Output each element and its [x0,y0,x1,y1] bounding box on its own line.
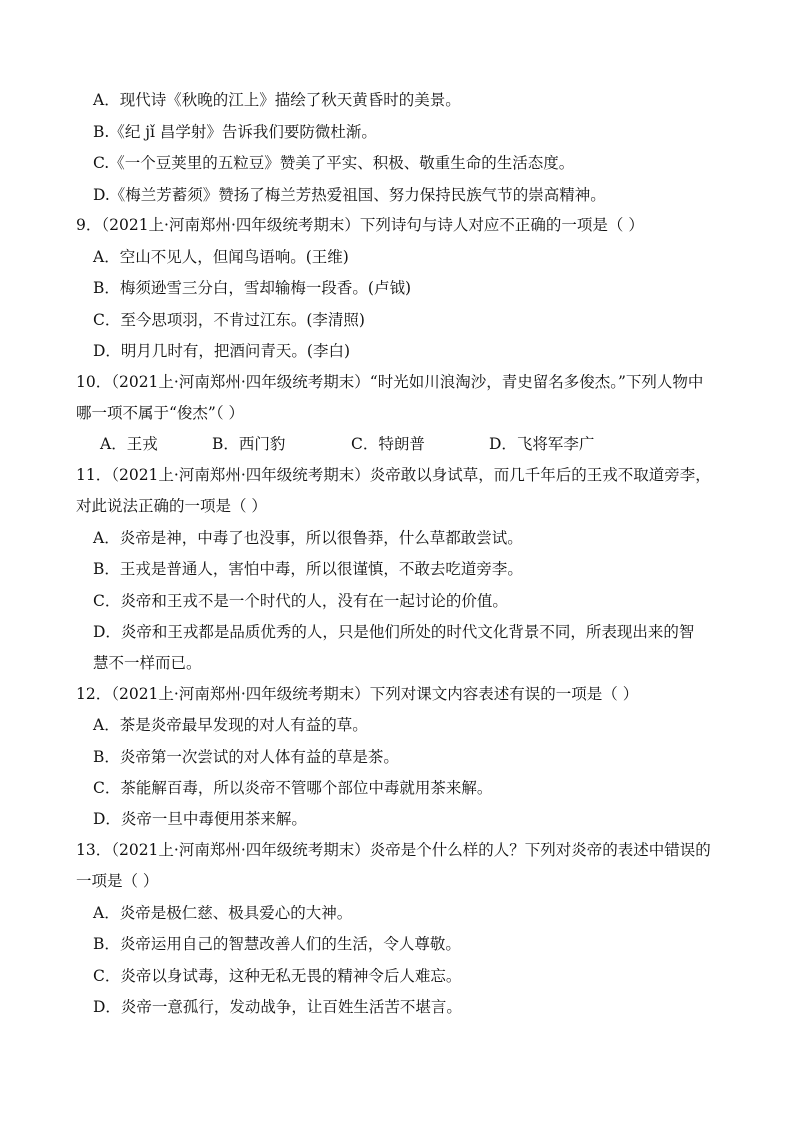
q10-stem-line1: 10．（2021上·河南郑州·四年级统考期末）“时光如川浪淘沙，青史留名多俊杰。”下列人物中 [76,373,704,391]
q11-option-d-continued: 慧不一样而已。 [93,654,202,672]
q13-option-b: B．炎帝运用自己的智慧改善人们的生活，令人尊敬。 [93,935,461,953]
q13-option-d: D．炎帝一意孤行，发动战争，让百姓生活苦不堪言。 [93,998,462,1016]
q8-option-d: D.《梅兰芳蓄须》赞扬了梅兰芳热爱祖国、努力保持民族气节的崇高精神。 [93,186,606,204]
q13-option-c: C．炎帝以身试毒，这种无私无畏的精神令后人难忘。 [93,967,462,985]
q10-options-row [0,433,794,455]
q9-option-b: B．梅须逊雪三分白，雪却输梅一段香。(卢钺) [93,279,411,297]
q11-option-c: C．炎帝和王戎不是一个时代的人，没有在一起讨论的价值。 [93,592,508,610]
q8-option-a: A．现代诗《秋晚的江上》描绘了秋天黄昏时的美景。 [93,91,461,109]
q10-option-c: C．特朗普 [351,435,425,453]
q11-option-d: D．炎帝和王戎都是品质优秀的人，只是他们所处的时代文化背景不同，所表现出来的智 [93,623,695,641]
q13-stem-line1: 13．（2021上·河南郑州·四年级统考期末）炎帝是个什么样的人？下列对炎帝的表述中错误的 [76,841,711,859]
q12-option-c: C．茶能解百毒，所以炎帝不管哪个部位中毒就用茶来解。 [93,779,493,797]
q9-stem: 9．（2021上·河南郑州·四年级统考期末）下列诗句与诗人对应不正确的一项是（ ） [76,216,644,234]
q9-option-c: C．至今思项羽，不肯过江东。(李清照) [93,311,365,329]
q9-option-d: D．明月几时有，把酒问青天。(李白) [93,342,351,360]
q12-option-b: B．炎帝第一次尝试的对人体有益的草是茶。 [93,748,399,766]
q10-stem-line2: 哪一项不属于“俊杰”（ ） [76,404,245,422]
q10-option-d: D．飞将军李广 [489,435,595,453]
q10-option-b: B．西门豹 [212,435,286,453]
q12-option-d: D．炎帝一旦中毒便用茶来解。 [93,810,307,828]
q11-option-b: B．王戎是普通人，害怕中毒，所以很谨慎，不敢去吃道旁李。 [93,560,523,578]
q13-option-a: A．炎帝是极仁慈、极具爱心的大神。 [93,904,353,922]
q8-option-b: B.《纪 jǐ 昌学射》告诉我们要防微杜渐。 [93,123,377,141]
q9-option-a: A．空山不见人，但闻鸟语响。(王维) [93,248,349,266]
q12-stem: 12．（2021上·河南郑州·四年级统考期末）下列对课文内容表述有误的一项是（ ） [76,685,639,703]
q11-stem-line2: 对此说法正确的一项是（ ） [76,497,267,515]
q8-option-c: C.《一个豆荚里的五粒豆》赞美了平实、积极、敬重生命的生活态度。 [93,154,575,172]
q13-stem-line2: 一项是（ ） [76,872,159,890]
q12-option-a: A．茶是炎帝最早发现的对人有益的草。 [93,716,368,734]
q10-option-a: A．王戎 [100,435,158,453]
q11-stem-line1: 11．（2021上·河南郑州·四年级统考期末）炎帝敢以身试草，而几千年后的王戎不取道旁李， [76,466,711,484]
q11-option-a: A．炎帝是神，中毒了也没事，所以很鲁莽，什么草都敢尝试。 [93,529,523,547]
